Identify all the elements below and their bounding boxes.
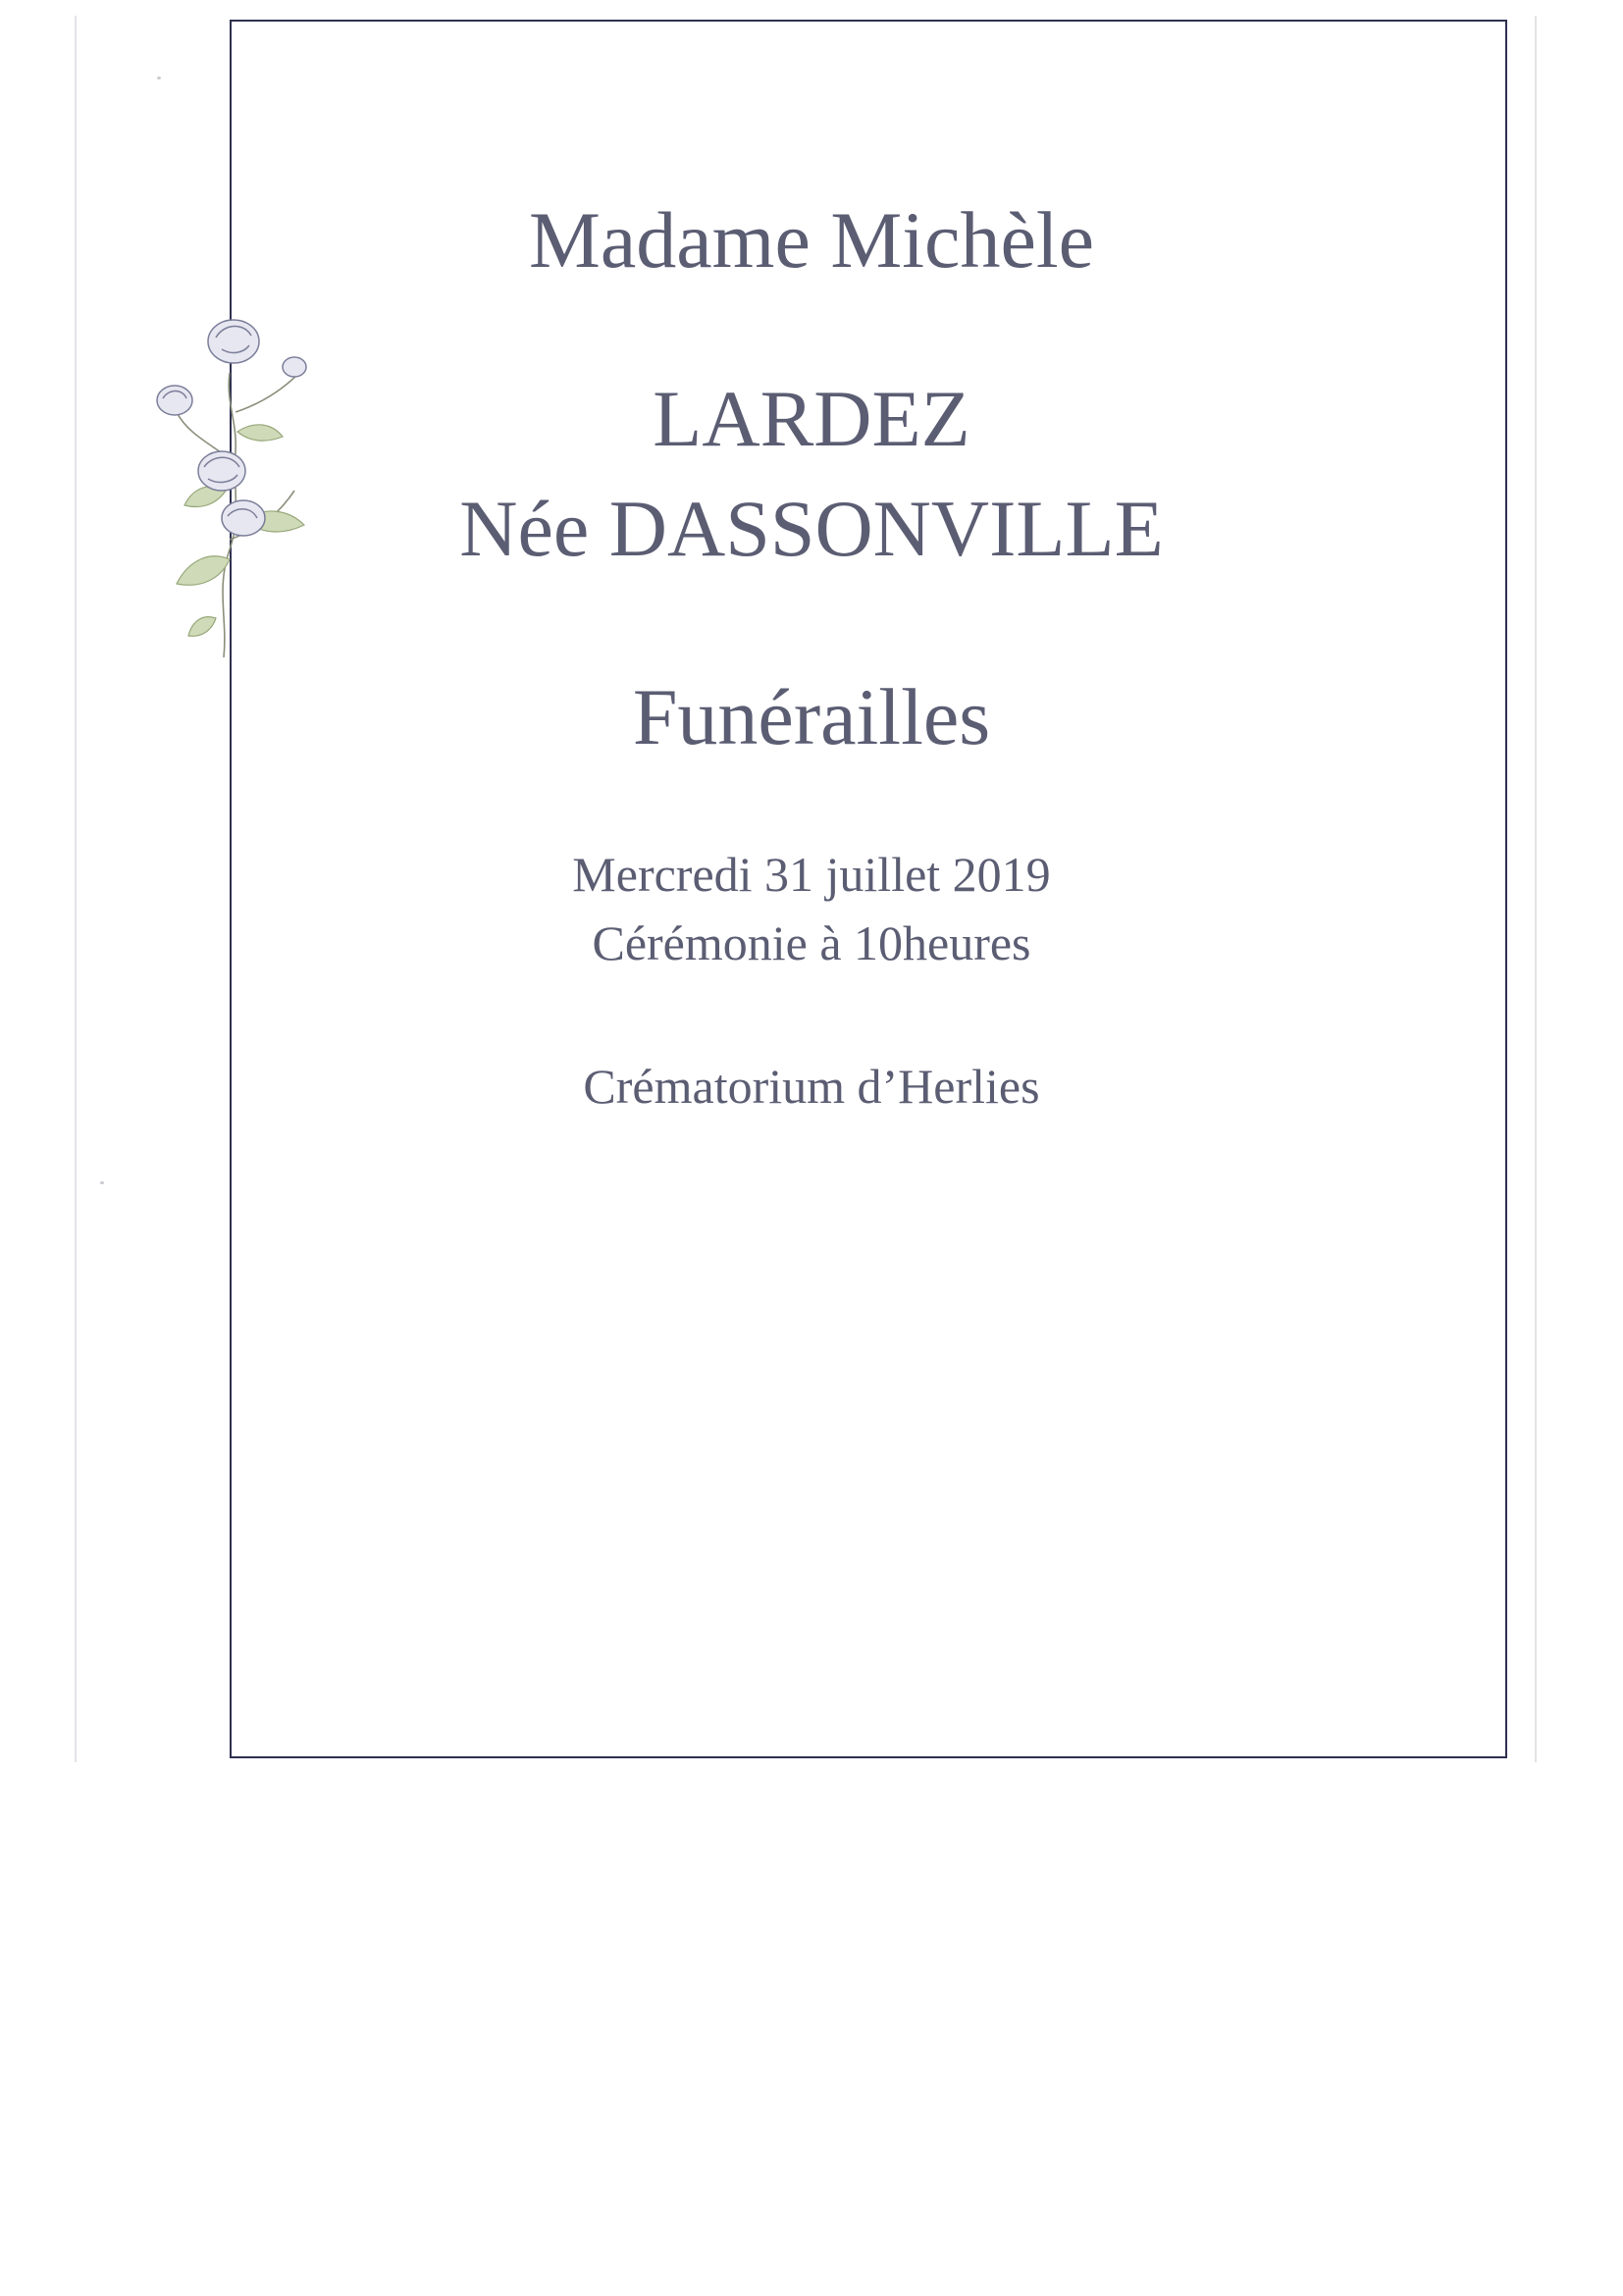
event-heading: Funérailles [632,672,991,761]
ceremony-time: Cérémonie à 10heures [592,915,1031,970]
deceased-surname: LARDEZ [653,374,970,463]
deceased-title: Madame Michèle [528,195,1095,285]
ceremony-place: Crématorium d’Herlies [583,1059,1040,1114]
scan-speck [157,77,161,79]
scan-speck [100,1181,104,1184]
deceased-maiden-name: Née DASSONVILLE [459,484,1164,573]
rose-illustration [147,294,314,667]
event-date: Mercredi 31 juillet 2019 [572,847,1051,902]
